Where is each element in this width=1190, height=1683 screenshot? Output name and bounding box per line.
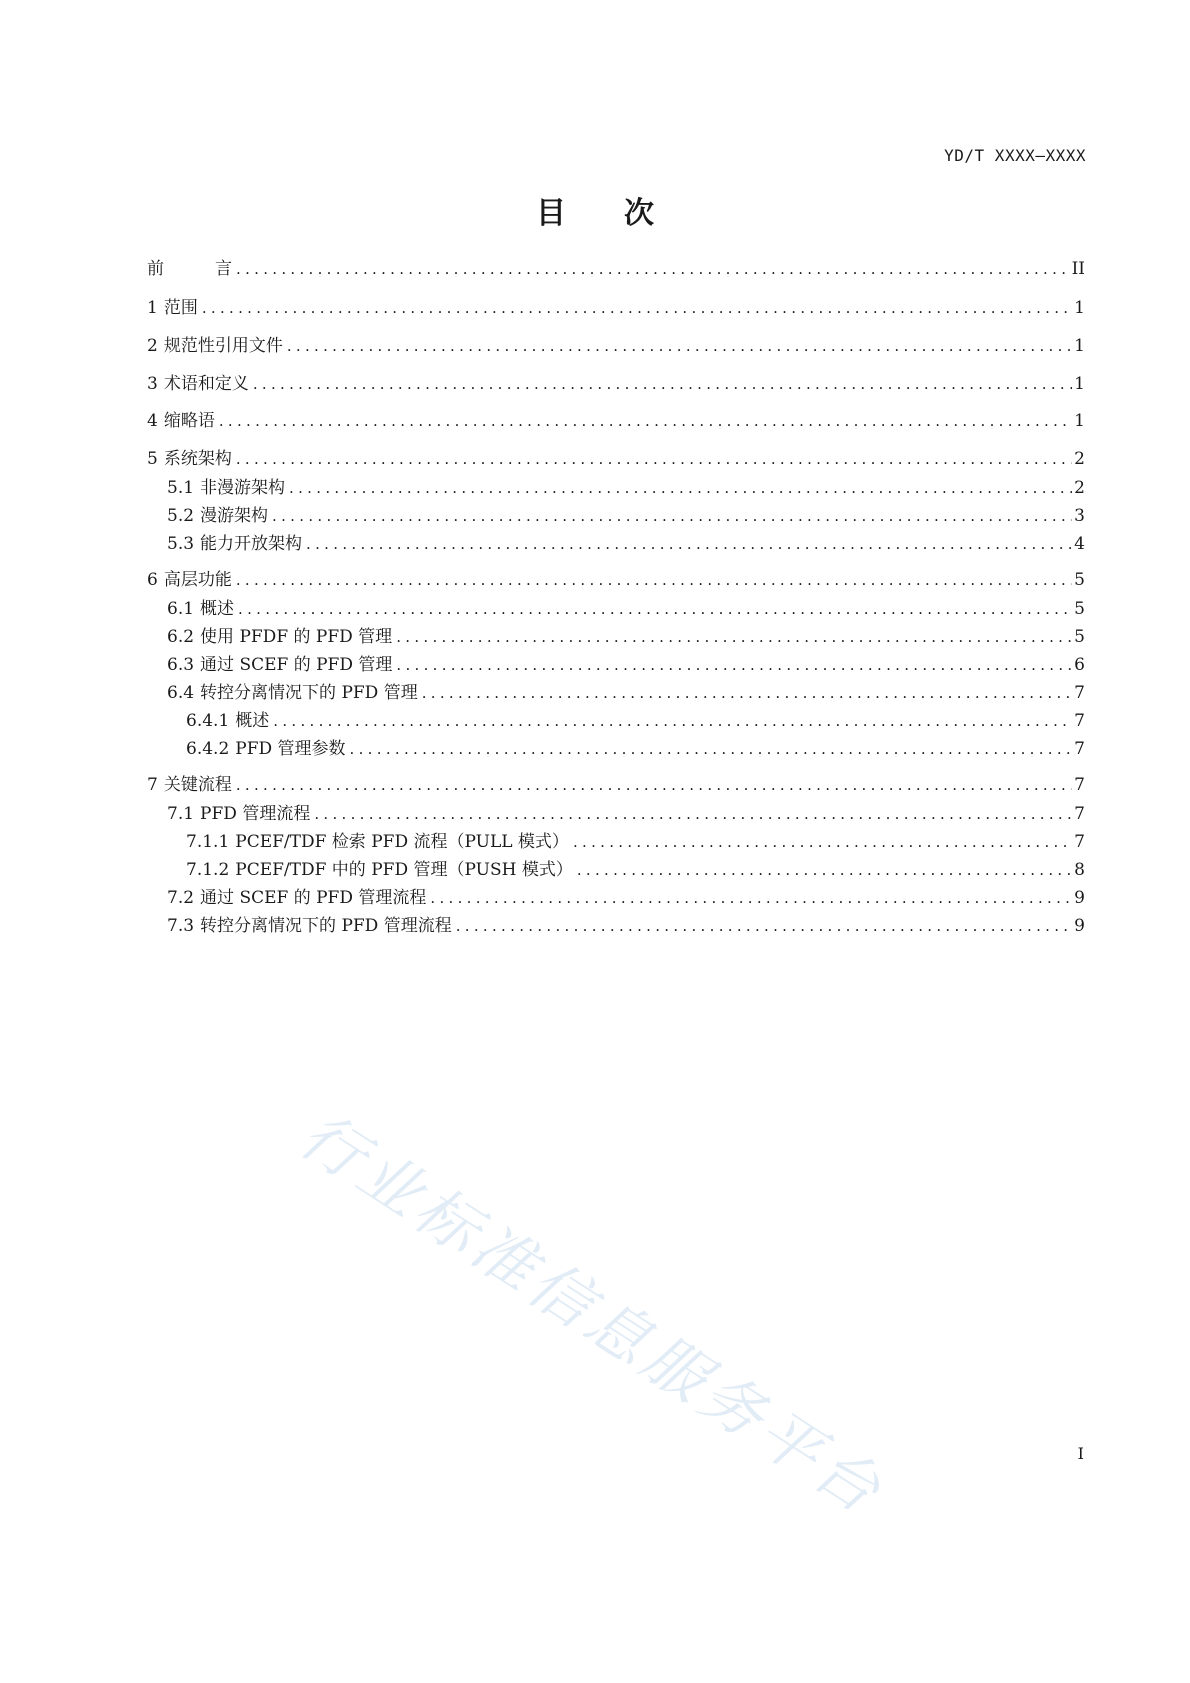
toc-entry-page: 9 xyxy=(1074,916,1085,936)
toc-entry-number: 5.2 xyxy=(167,506,195,526)
toc-entry[interactable] xyxy=(186,859,1085,881)
toc-leader-dots xyxy=(272,505,1072,527)
toc-entry-page: 1 xyxy=(1074,336,1085,356)
toc-entry-page: 5 xyxy=(1074,627,1085,647)
toc-leader-dots xyxy=(289,477,1072,499)
toc-entry[interactable] xyxy=(167,477,1085,499)
toc-leader-dots xyxy=(202,297,1072,319)
toc-entry-label: 使用 PFDF 的 PFD 管理 xyxy=(200,627,393,647)
toc-entry-page: 7 xyxy=(1074,739,1085,759)
toc-entry-number: 5.1 xyxy=(167,478,195,498)
toc-leader-dots xyxy=(238,598,1072,620)
toc-entry-label: 概述 xyxy=(200,599,235,619)
toc-entry-number: 1 xyxy=(147,298,158,318)
toc-entry-page: 3 xyxy=(1074,506,1085,526)
toc-leader-dots xyxy=(314,803,1072,825)
toc-leader-dots xyxy=(573,831,1072,853)
toc-entry[interactable] xyxy=(147,448,1085,470)
toc-leader-dots xyxy=(253,373,1072,395)
toc-entry-page: 7 xyxy=(1074,804,1085,824)
toc-leader-dots xyxy=(236,448,1072,470)
toc-leader-dots xyxy=(422,682,1072,704)
toc-entry-page: 4 xyxy=(1074,534,1085,554)
toc-entry[interactable] xyxy=(167,654,1085,676)
toc-entry[interactable] xyxy=(167,598,1085,620)
toc-entry[interactable] xyxy=(186,710,1085,732)
toc-entry-page: 5 xyxy=(1074,599,1085,619)
toc-entry[interactable] xyxy=(186,831,1085,853)
toc-entry[interactable] xyxy=(147,335,1085,357)
toc-entry-number: 5 xyxy=(147,449,158,469)
toc-entry-label: 漫游架构 xyxy=(200,506,269,526)
toc-entry[interactable] xyxy=(167,626,1085,648)
toc-entry-label: 缩略语 xyxy=(163,411,215,431)
toc-entry-number: 4 xyxy=(147,411,158,431)
toc-entry-label: 非漫游架构 xyxy=(200,478,286,498)
toc-leader-dots xyxy=(456,915,1072,937)
watermark: 行业标准信息服务平台 xyxy=(287,1098,898,1530)
toc-entry-number: 7.1.2 xyxy=(186,860,230,880)
toc-leader-dots xyxy=(396,626,1072,648)
toc-leader-dots xyxy=(236,774,1072,796)
toc-entry-label: 转控分离情况下的 PFD 管理流程 xyxy=(200,916,452,936)
toc-leader-dots xyxy=(396,654,1072,676)
toc-leader-dots xyxy=(236,569,1072,591)
toc-leader-dots xyxy=(219,410,1072,432)
toc-entry-number: 7.2 xyxy=(167,888,195,908)
toc-entry-label: 关键流程 xyxy=(163,775,232,795)
toc-entry-page: 1 xyxy=(1074,411,1085,431)
toc-entry-page: II xyxy=(1071,259,1085,279)
toc-entry-page: 5 xyxy=(1074,570,1085,590)
page-title: 目次 xyxy=(536,196,712,231)
toc-entry[interactable] xyxy=(147,774,1085,796)
toc-entry-number: 7.1.1 xyxy=(186,832,230,852)
toc-leader-dots xyxy=(287,335,1072,357)
toc-leader-dots xyxy=(236,258,1070,280)
toc-entry-label: 概述 xyxy=(235,711,270,731)
toc-entry[interactable] xyxy=(147,410,1085,432)
toc-entry-label: 前 言 xyxy=(147,259,232,279)
toc-entry-label: 规范性引用文件 xyxy=(163,336,283,356)
toc-leader-dots xyxy=(350,738,1073,760)
toc-entry-label: 转控分离情况下的 PFD 管理 xyxy=(200,683,418,703)
toc-entry-page: 9 xyxy=(1074,888,1085,908)
toc-entry-page: 7 xyxy=(1074,832,1085,852)
toc-entry-page: 2 xyxy=(1074,478,1085,498)
toc-entry[interactable] xyxy=(167,533,1085,555)
toc-entry-label: 术语和定义 xyxy=(163,374,249,394)
toc-entry-page: 7 xyxy=(1074,683,1085,703)
toc-entry-number: 7.3 xyxy=(167,916,195,936)
toc-entry-number: 5.3 xyxy=(167,534,195,554)
toc-entry-label: PFD 管理参数 xyxy=(235,739,346,759)
toc-entry-number: 6.4.1 xyxy=(186,711,230,731)
toc-entry[interactable] xyxy=(167,682,1085,704)
toc-entry-number: 6.4.2 xyxy=(186,739,230,759)
toc-entry-page: 6 xyxy=(1074,655,1085,675)
toc-entry-number: 6.1 xyxy=(167,599,195,619)
toc-entry-label: 通过 SCEF 的 PFD 管理流程 xyxy=(200,888,427,908)
toc-entry-page: 1 xyxy=(1074,374,1085,394)
toc-entry-number: 7 xyxy=(147,775,158,795)
toc-entry-number: 7.1 xyxy=(167,804,195,824)
toc-entry-number: 3 xyxy=(147,374,158,394)
toc-entry-number: 2 xyxy=(147,336,158,356)
document-code: YD/T XXXX—XXXX xyxy=(944,146,1086,165)
page-number: I xyxy=(1077,1444,1084,1463)
toc-entry[interactable] xyxy=(147,373,1085,395)
toc-entry-label: 能力开放架构 xyxy=(200,534,303,554)
toc-entry-number: 6 xyxy=(147,570,158,590)
toc-entry[interactable] xyxy=(186,738,1085,760)
toc-entry[interactable] xyxy=(167,887,1085,909)
toc-leader-dots xyxy=(273,710,1072,732)
toc-entry-label: 通过 SCEF 的 PFD 管理 xyxy=(200,655,393,675)
toc-entry-page: 2 xyxy=(1074,449,1085,469)
toc-entry-number: 6.3 xyxy=(167,655,195,675)
toc-entry-label: PCEF/TDF 检索 PFD 流程（PULL 模式） xyxy=(235,832,569,852)
toc-entry-label: PFD 管理流程 xyxy=(200,804,311,824)
toc-entry[interactable] xyxy=(147,297,1085,319)
toc-entry-label: 系统架构 xyxy=(163,449,232,469)
toc-entry-number: 6.4 xyxy=(167,683,195,703)
toc-entry-label: PCEF/TDF 中的 PFD 管理（PUSH 模式） xyxy=(235,860,573,880)
toc-leader-dots xyxy=(306,533,1072,555)
toc-entry-page: 1 xyxy=(1074,298,1085,318)
toc-entry-page: 7 xyxy=(1074,775,1085,795)
toc-entry[interactable] xyxy=(167,915,1085,937)
toc-entry-label: 高层功能 xyxy=(163,570,232,590)
toc-entry-page: 8 xyxy=(1074,860,1085,880)
toc-entry[interactable] xyxy=(147,569,1085,591)
toc-entry[interactable] xyxy=(167,803,1085,825)
toc-entry-label: 范围 xyxy=(163,298,198,318)
toc-entry[interactable] xyxy=(147,258,1085,280)
toc-entry-page: 7 xyxy=(1074,711,1085,731)
toc-leader-dots xyxy=(577,859,1072,881)
toc-leader-dots xyxy=(430,887,1072,909)
toc-entry[interactable] xyxy=(167,505,1085,527)
toc-entry-number: 6.2 xyxy=(167,627,195,647)
